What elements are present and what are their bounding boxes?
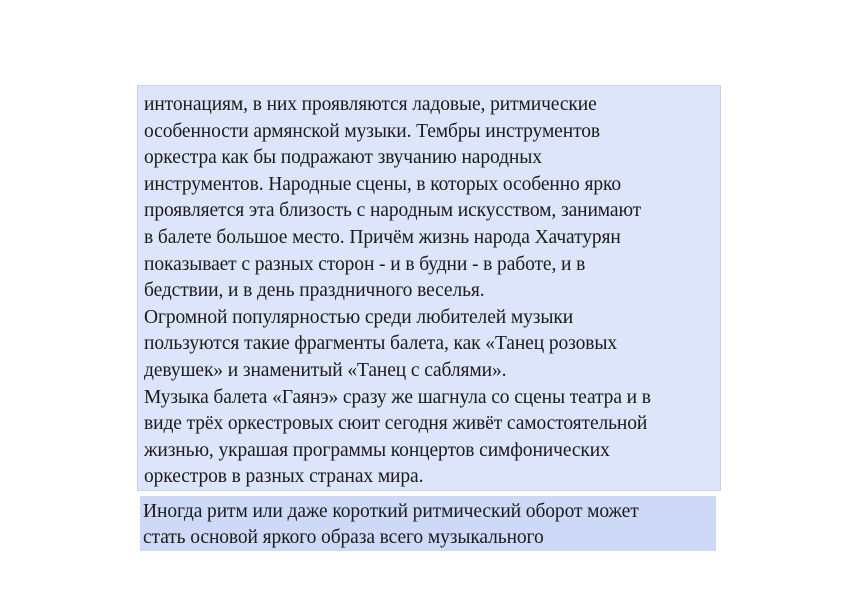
text-line: бедствии, и в день праздничного веселья.	[144, 280, 485, 302]
text-line: девушек» и знаменитый «Танец с саблями».	[144, 359, 507, 381]
main-text-box	[137, 85, 721, 491]
text-line: Музыка балета «Гаянэ» сразу же шагнула со сцены театра и в	[144, 386, 651, 408]
text-line: Огромной популярностью среди любителей музыки	[144, 306, 574, 328]
text-line: особенности армянской музыки. Тембры инструментов	[144, 120, 600, 142]
text-line: в балете большое место. Причём жизнь народа Хачатурян	[144, 226, 621, 248]
text-line: оркестра как бы подражают звучанию народных	[144, 147, 542, 169]
text-line: жизнью, украшая программы концертов симфонических	[144, 439, 610, 461]
text-line: инструментов. Народные сцены, в которых особенно ярко	[144, 173, 622, 195]
text-line: виде трёх оркестровых сюит сегодня живёт самостоятельной	[144, 413, 648, 435]
text-line: Иногда ритм или даже короткий ритмический оборот может	[143, 501, 639, 522]
text-line: проявляется эта близость с народным искусством, занимают	[144, 200, 642, 222]
text-line: интонациям, в них проявляются ладовые, ритмические	[144, 94, 597, 115]
text-line: стать основой яркого образа всего музыкального	[143, 527, 544, 548]
second-text-box	[140, 496, 716, 551]
text-line: оркестров в разных странах мира.	[144, 466, 424, 488]
text-line: показывает с разных сторон - и в будни - в работе, и в	[144, 253, 586, 275]
text-line: пользуются такие фрагменты балета, как «Танец розовых	[144, 333, 618, 355]
